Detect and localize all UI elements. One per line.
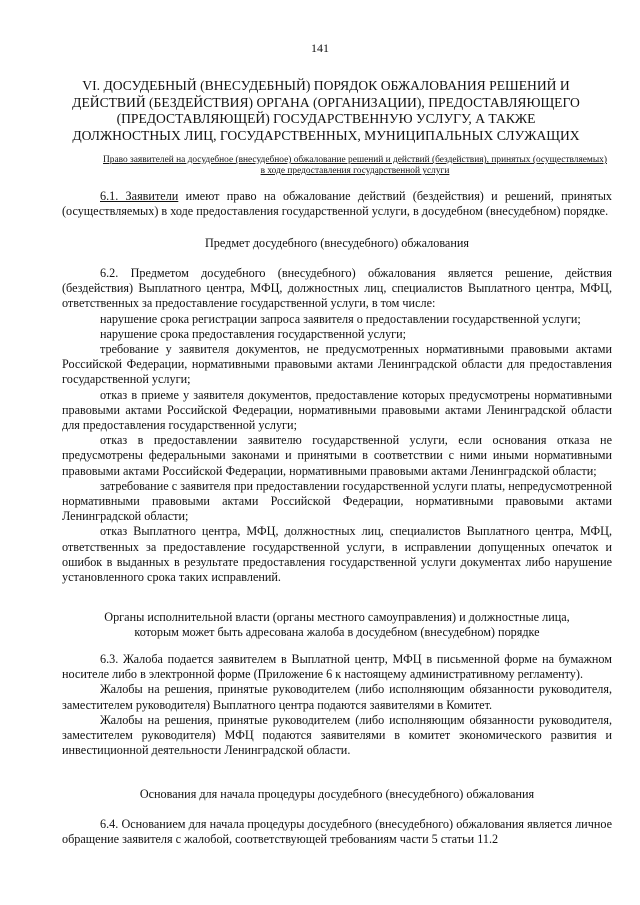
paragraph-6-3-block	[62, 652, 612, 758]
paragraph-6-3: 6.3. Жалоба подается заявителем в Выплатной центр, МФЦ в письменной форме на бумажном носителе либо в электронной форме (Приложение 6 к настоящему административному регламенту).	[62, 652, 612, 682]
paragraph-6-1-text: имеют право на обжалование действий (бездействия) и решений, принятых (осуществляемых) в ходе предоставления государственной услуги, в досудебном (внесудебном) порядке.	[62, 189, 612, 219]
paragraph-6-4-block	[62, 817, 612, 847]
chapter-title: VI. ДОСУДЕБНЫЙ (ВНЕСУДЕБНЫЙ) ПОРЯДОК ОБЖАЛОВАНИЯ РЕШЕНИЙ И ДЕЙСТВИЙ (БЕЗДЕЙСТВИЯ) ОРГАНА (ОРГАНИЗАЦИИ), ПРЕДОСТАВЛЯЮЩЕГО (ПРЕДОСТАВЛЯЮЩЕЙ) ГОСУДАРСТВЕННУЮ УСЛУГУ, А ТАКЖЕ ДОЛЖНОСТНЫХ ЛИЦ, ГОСУДАРСТВЕННЫХ, МУНИЦИПАЛЬНЫХ СЛУЖАЩИХ	[72, 78, 580, 143]
heading-grounds: Основания для начала процедуры досудебного (внесудебного) обжалования	[139, 787, 535, 801]
heading-subject: Предмет досудебного (внесудебного) обжалования	[205, 236, 469, 250]
list-item: отказ в предоставлении заявителю государственной услуги, если основания отказа не предусмотрены федеральными законами и принятыми в соответствии с ними иными нормативными правовыми актами Российской Федерации, нормативными правовыми актами Ленинградской области;	[62, 433, 612, 478]
heading-organs: Органы исполнительной власти (органы местного самоуправления) и должностные лица, которым может быть адресована жалоба в досудебном (внесудебном) порядке	[104, 610, 570, 640]
list-item: затребование с заявителя при предоставлении государственной услуги платы, непредусмотренной нормативными правовыми актами Российской Федерации, нормативными правовыми актами Ленинградской области;	[62, 478, 612, 524]
paragraph-6-4: 6.4. Основанием для начала процедуры досудебного (внесудебного) обжалования является личное обращение заявителя с жалобой, соответствующей требованиям части 5 статьи 11.2	[62, 817, 612, 847]
paragraph-6-1-label: 6.1. Заявители	[100, 189, 179, 203]
section-subheading: Право заявителей на досудебное (внесудебное) обжалование решений и действий (бездействия), принятых (осуществляемых) в ходе предоставления государственной услуги	[103, 155, 607, 176]
page-number: 141	[311, 41, 329, 55]
list-item: отказ в приеме у заявителя документов, предоставление которых предусмотрены нормативными правовыми актами Российской Федерации, нормативными правовыми актами Ленинградской области для предоставления государственной услуги;	[62, 387, 612, 433]
paragraph-6-1	[62, 189, 612, 219]
paragraph-6-2-block	[62, 266, 612, 585]
paragraph-6-3-c: Жалобы на решения, принятые руководителем (либо исполняющим обязанности руководителя, заместителем руководителя) МФЦ подаются заявителями в комитет экономического развития и инвестиционной деятельности Ленинградской области.	[62, 712, 612, 758]
list-item: отказ Выплатного центра, МФЦ, должностных лиц, специалистов Выплатного центра, МФЦ, ответственных за предоставление государственной услуги, в исправлении допущенных опечаток и ошибок в выданных в результате предоставления государственной услуги документах либо нарушение установленного срока таких исправлений.	[62, 524, 612, 585]
list-item: нарушение срока регистрации запроса заявителя о предоставлении государственной услуги;	[100, 311, 581, 326]
paragraph-6-3-b: Жалобы на решения, принятые руководителем (либо исполняющим обязанности руководителя, заместителем руководителя) Выплатного центра подаются заявителями в Комитет.	[62, 682, 612, 712]
paragraph-6-2: 6.2. Предметом досудебного (внесудебного) обжалования является решение, действия (бездействия) Выплатного центра, МФЦ, должностных лиц, специалистов Выплатного центра, МФЦ, ответственных за предоставление государственной услуги, в том числе:	[62, 266, 612, 311]
list-item: требование у заявителя документов, не предусмотренных нормативными правовыми актами Российской Федерации, нормативными правовыми актами Ленинградской области для предоставления государственной услуги;	[62, 342, 612, 387]
list-item: нарушение срока предоставления государственной услуги;	[100, 326, 407, 341]
